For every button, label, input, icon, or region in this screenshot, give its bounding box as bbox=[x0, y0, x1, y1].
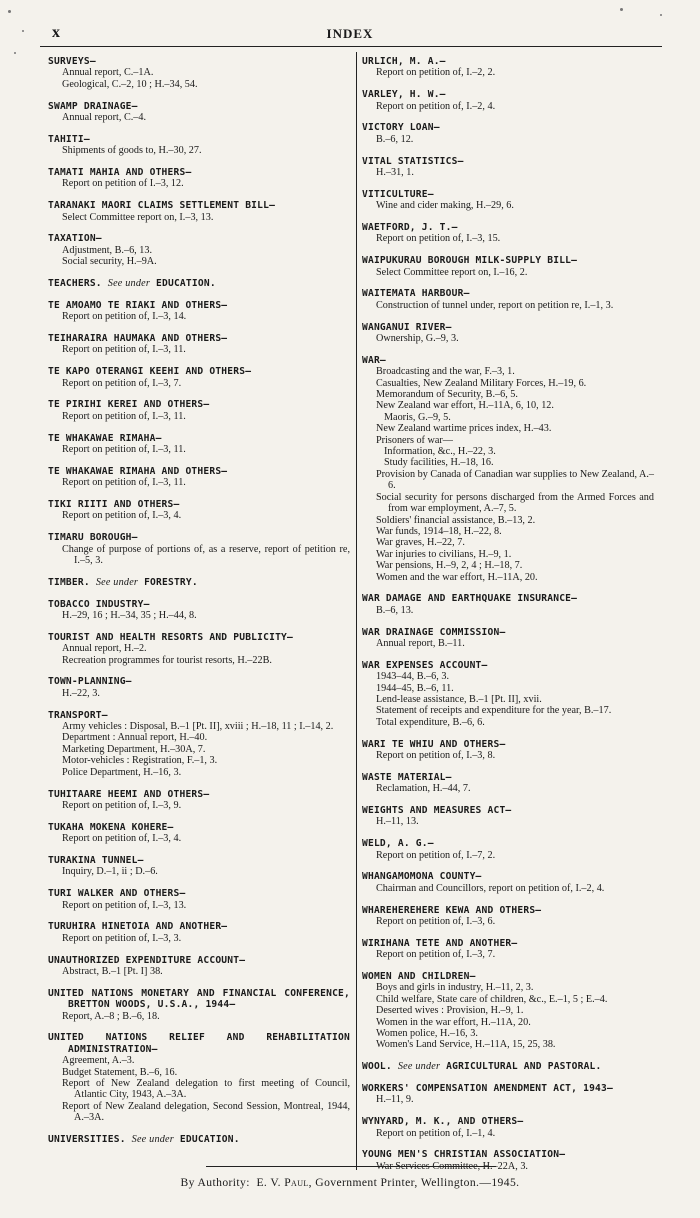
entry-heading bbox=[362, 1149, 654, 1160]
index-entry bbox=[48, 855, 350, 878]
entry-heading bbox=[362, 905, 654, 916]
index-entry bbox=[362, 156, 654, 179]
index-entry bbox=[362, 89, 654, 112]
index-entry bbox=[362, 189, 654, 212]
entry-heading bbox=[362, 871, 654, 882]
entry-reference: Report on petition of, I.–3, 6. bbox=[376, 916, 496, 927]
entry-heading bbox=[362, 322, 654, 333]
entry-heading bbox=[362, 156, 654, 167]
index-entry bbox=[362, 122, 654, 145]
entry-reference: Army vehicles : Disposal, B.–1 [Pt. II], xviii ; H.–18, 11 ; I.–14, 2. bbox=[62, 721, 334, 733]
entry-heading bbox=[48, 466, 350, 477]
entry-heading-text: TRANSPORT— bbox=[48, 709, 108, 721]
entry-heading bbox=[362, 189, 654, 200]
entry-reference: B.–6, 12. bbox=[376, 133, 414, 145]
entry-reference: Annual report, B.–11. bbox=[376, 637, 465, 649]
entry-heading bbox=[48, 399, 350, 410]
index-entry bbox=[48, 333, 350, 356]
index-entry bbox=[48, 888, 350, 911]
entry-reference: Change of purpose of portions of, as a reserve, report of petition re, I.–5, 3. bbox=[62, 543, 350, 567]
entry-heading bbox=[48, 676, 350, 687]
entry-reference: New Zealand war effort, H.–11A, 6, 10, 12. bbox=[376, 400, 554, 412]
entry-reference: Select Committee report on, I.–3, 13. bbox=[62, 211, 214, 223]
index-entry bbox=[362, 772, 654, 795]
entry-heading bbox=[48, 499, 350, 510]
entry-heading bbox=[48, 167, 350, 178]
entry-reference: Deserted wives : Provision, H.–9, 1. bbox=[376, 1005, 524, 1017]
index-entry bbox=[362, 1083, 654, 1106]
entry-reference: War graves, H.–22, 7. bbox=[376, 537, 465, 549]
index-entry bbox=[362, 871, 654, 894]
index-entry bbox=[48, 101, 350, 124]
entry-heading-text: TUKAHA MOKENA KOHERE— bbox=[48, 821, 174, 833]
entry-reference: Maoris, G.–9, 5. bbox=[384, 411, 451, 423]
index-entry bbox=[48, 1032, 350, 1123]
entry-heading bbox=[362, 288, 654, 299]
footer-prefix: By Authority: bbox=[180, 1176, 250, 1189]
entry-heading-text: TE WHAKAWAE RIMAHA AND OTHERS— bbox=[48, 465, 228, 477]
entry-heading bbox=[48, 366, 350, 377]
entry-reference: War injuries to civilians, H.–9, 1. bbox=[376, 548, 512, 560]
entry-reference: Annual report, H.–2. bbox=[62, 643, 147, 655]
entry-reference: Report on petition of, I.–3, 11. bbox=[62, 477, 186, 489]
entry-heading-text: URLICH, M. A.— bbox=[362, 56, 446, 67]
index-entry bbox=[362, 660, 654, 728]
entry-heading-text: WOMEN AND CHILDREN— bbox=[362, 971, 476, 982]
entry-reference: Report on petition of, I.–3, 8. bbox=[376, 749, 496, 761]
index-entry bbox=[362, 905, 654, 928]
index-entry bbox=[362, 805, 654, 828]
entry-reference: Boys and girls in industry, H.–11, 2, 3. bbox=[376, 982, 534, 994]
printer-name: E. V. Paul, bbox=[256, 1176, 312, 1189]
entry-heading-text: WAR DRAINAGE COMMISSION— bbox=[362, 626, 506, 638]
entry-reference: Annual report, C.–1A. bbox=[62, 67, 154, 79]
index-entry bbox=[48, 676, 350, 699]
entry-reference: War pensions, H.–9, 2, 4 ; H.–18, 7. bbox=[376, 560, 523, 572]
entry-heading-text: WIRIHANA TETE AND ANOTHER— bbox=[362, 937, 518, 949]
entry-reference: Casualties, New Zealand Military Forces, H.–19, 6. bbox=[376, 377, 587, 389]
entry-reference: Police Department, H.–16, 3. bbox=[62, 766, 182, 778]
entry-heading bbox=[362, 593, 654, 604]
index-entry bbox=[48, 200, 350, 223]
entry-heading-text: TAMATI MAHIA AND OTHERS— bbox=[48, 167, 192, 179]
imprint-footer bbox=[0, 1176, 700, 1189]
entry-heading-text: TEACHERS. bbox=[48, 278, 102, 290]
entry-reference: H.–22, 3. bbox=[62, 687, 100, 699]
paper-speck bbox=[660, 14, 662, 16]
index-entry bbox=[362, 222, 654, 245]
entry-heading-text: VITICULTURE— bbox=[362, 188, 434, 200]
entry-heading-text: WAR EXPENSES ACCOUNT— bbox=[362, 659, 488, 671]
entry-heading bbox=[362, 660, 654, 671]
entry-heading bbox=[362, 772, 654, 783]
index-entry bbox=[48, 789, 350, 812]
entry-heading-text: WEIGHTS AND MEASURES ACT— bbox=[362, 804, 512, 816]
entry-heading bbox=[48, 532, 350, 543]
entry-heading bbox=[48, 1032, 350, 1055]
entry-heading-text: WASTE MATERIAL— bbox=[362, 771, 452, 783]
entry-heading bbox=[48, 433, 350, 444]
entry-heading bbox=[48, 822, 350, 833]
entry-heading-text: WHANGAMOMONA COUNTY— bbox=[362, 871, 482, 883]
index-entry bbox=[362, 971, 654, 1051]
entry-heading bbox=[48, 56, 350, 67]
column-divider bbox=[356, 52, 357, 1170]
entry-reference: Report on petition of, I.–3, 3. bbox=[62, 932, 182, 944]
entry-heading-text: WANGANUI RIVER— bbox=[362, 321, 452, 333]
entry-reference: Abstract, B.–1 [Pt. I] 38. bbox=[62, 965, 163, 977]
entry-heading-text: TEIHARAIRA HAUMAKA AND OTHERS— bbox=[48, 333, 228, 345]
entry-heading-text: TIKI RIITI AND OTHERS— bbox=[48, 499, 180, 511]
entry-reference: H.–31, 1. bbox=[376, 167, 414, 179]
see-under-reference: See under bbox=[95, 576, 139, 588]
index-entry bbox=[362, 1149, 654, 1172]
entry-reference: 1943–44, B.–6, 3. bbox=[376, 671, 450, 683]
see-under-reference: See under bbox=[107, 278, 151, 290]
entry-heading-text: UNITED NATIONS MONETARY AND FINANCIAL CONFERENCE, BRETTON WOODS, U.S.A., 1944— bbox=[48, 987, 350, 1011]
entry-reference: Budget Statement, B.–6, 16. bbox=[62, 1066, 178, 1078]
entry-reference: Chairman and Councillors, report on petition of, I.–2, 4. bbox=[376, 882, 605, 894]
entry-reference: New Zealand wartime prices index, H.–43. bbox=[376, 423, 552, 435]
entry-reference: Report on petition of, I.–3, 14. bbox=[62, 311, 187, 323]
entry-reference: Women in the war effort, H.–11A, 20. bbox=[376, 1016, 531, 1028]
entry-heading bbox=[48, 632, 350, 643]
entry-reference: Statement of receipts and expenditure for the year, B.–17. bbox=[376, 705, 612, 717]
entry-reference: Reclamation, H.–44, 7. bbox=[376, 783, 471, 795]
entry-heading-text: WAR DAMAGE AND EARTHQUAKE INSURANCE— bbox=[362, 593, 578, 605]
entry-reference: Adjustment, B.–6, 13. bbox=[62, 244, 152, 256]
entry-heading bbox=[362, 1061, 654, 1072]
entry-heading bbox=[362, 89, 654, 100]
index-entry bbox=[48, 366, 350, 389]
entry-reference: Report on petition of, I.–3, 11. bbox=[62, 410, 186, 422]
entry-heading-text: VARLEY, H. W.— bbox=[362, 89, 446, 101]
index-entry bbox=[362, 288, 654, 311]
index-entry bbox=[48, 577, 350, 588]
entry-heading-text: TOBACCO INDUSTRY— bbox=[48, 598, 150, 610]
entry-reference: Select Committee report on, I.–16, 2. bbox=[376, 266, 528, 278]
entry-reference: Agreement, A.–3. bbox=[62, 1055, 135, 1067]
entry-heading-text: YOUNG MEN'S CHRISTIAN ASSOCIATION— bbox=[362, 1149, 566, 1161]
entry-heading-text: WAETFORD, J. T.— bbox=[362, 222, 458, 234]
entry-reference: Report on petition of, I.–2, 4. bbox=[376, 100, 496, 112]
entry-reference: H.–29, 16 ; H.–34, 35 ; H.–44, 8. bbox=[62, 610, 197, 622]
paper-speck bbox=[620, 8, 623, 11]
index-entry bbox=[362, 838, 654, 861]
index-entry bbox=[48, 599, 350, 622]
entry-reference: Lend-lease assistance, B.–1 [Pt. II], xvii. bbox=[376, 693, 542, 705]
entry-heading bbox=[48, 921, 350, 932]
entry-heading-text: TE AMOAMO TE RIAKI AND OTHERS— bbox=[48, 299, 228, 311]
entry-heading-text: TIMBER. bbox=[48, 576, 90, 588]
entry-heading-text: UNIVERSITIES. bbox=[48, 1133, 126, 1145]
entry-heading-text: TOWN-PLANNING— bbox=[48, 676, 132, 688]
index-entry bbox=[362, 627, 654, 650]
see-target: EDUCATION. bbox=[179, 1133, 240, 1145]
index-entry bbox=[48, 710, 350, 778]
entry-heading bbox=[362, 122, 654, 133]
entry-reference: Report on petition of, I.–1, 4. bbox=[376, 1127, 496, 1139]
entry-heading-text: TE WHAKAWAE RIMAHA— bbox=[48, 432, 162, 444]
entry-reference: Motor-vehicles : Registration, F.–1, 3. bbox=[62, 755, 218, 767]
entry-heading bbox=[48, 710, 350, 721]
index-entry bbox=[48, 167, 350, 190]
entry-reference: Social security, H.–9A. bbox=[62, 256, 157, 268]
entry-heading bbox=[48, 988, 350, 1011]
entry-heading-text: TARANAKI MAORI CLAIMS SETTLEMENT BILL— bbox=[48, 200, 276, 212]
entry-reference: Women's Land Service, H.–11A, 15, 25, 38. bbox=[376, 1039, 556, 1051]
entry-reference: Wine and cider making, H.–29, 6. bbox=[376, 200, 514, 212]
entry-reference: War funds, 1914–18, H.–22, 8. bbox=[376, 525, 502, 537]
entry-reference: Report on petition of I.–3, 12. bbox=[62, 178, 184, 190]
entry-reference: Department : Annual report, H.–40. bbox=[62, 732, 208, 744]
footer-rule bbox=[206, 1166, 496, 1167]
index-entry bbox=[48, 532, 350, 566]
see-under-reference: See under bbox=[397, 1061, 441, 1073]
index-entry bbox=[48, 955, 350, 978]
entry-heading bbox=[362, 56, 654, 67]
entry-heading-text: SURVEYS— bbox=[48, 56, 96, 67]
entry-reference: Women police, H.–16, 3. bbox=[376, 1028, 478, 1040]
entry-reference: Shipments of goods to, H.–30, 27. bbox=[62, 145, 202, 157]
entry-reference: Report on petition of, I.–3, 4. bbox=[62, 510, 182, 522]
index-entry bbox=[362, 593, 654, 616]
entry-heading bbox=[362, 838, 654, 849]
index-entry bbox=[48, 300, 350, 323]
entry-reference: Report on petition of, I.–3, 13. bbox=[62, 899, 187, 911]
entry-reference: Prisoners of war— bbox=[376, 434, 453, 446]
entry-reference: Information, &c., H.–22, 3. bbox=[384, 446, 496, 458]
entry-heading-text: TURI WALKER AND OTHERS— bbox=[48, 888, 186, 900]
index-entry bbox=[48, 988, 350, 1022]
entry-heading bbox=[362, 627, 654, 638]
paper-speck bbox=[22, 30, 24, 32]
entry-heading bbox=[48, 1134, 350, 1145]
index-entry bbox=[48, 134, 350, 157]
entry-heading-text: UNITED NATIONS RELIEF AND REHABILITATION ADMINISTRATION— bbox=[48, 1032, 350, 1055]
entry-reference: Provision by Canada of Canadian war supplies to New Zealand, A.–6. bbox=[376, 468, 654, 492]
entry-reference: H.–11, 13. bbox=[376, 816, 419, 828]
entry-heading-text: TIMARU BOROUGH— bbox=[48, 532, 138, 544]
entry-reference: Report on petition of, I.–3, 7. bbox=[62, 377, 182, 389]
entry-heading-text: WAITEMATA HARBOUR— bbox=[362, 288, 470, 300]
entry-reference: Total expenditure, B.–6, 6. bbox=[376, 716, 485, 728]
index-entry bbox=[48, 822, 350, 845]
entry-reference: Report on petition of, I.–3, 11. bbox=[62, 344, 186, 356]
index-entry bbox=[48, 921, 350, 944]
entry-heading bbox=[48, 855, 350, 866]
entry-reference: War Services Committee, H.–22A, 3. bbox=[376, 1160, 528, 1172]
entry-heading-text: TE KAPO OTERANGI KEEHI AND OTHERS— bbox=[48, 366, 252, 378]
index-entry bbox=[48, 632, 350, 666]
entry-heading bbox=[362, 255, 654, 266]
entry-heading bbox=[362, 1116, 654, 1127]
entry-reference: Construction of tunnel under, report on petition re, I.–1, 3. bbox=[376, 299, 614, 311]
entry-reference: Report on petition of, I.–3, 15. bbox=[376, 233, 501, 245]
entry-reference: Child welfare, State care of children, &c., E.–1, 5 ; E.–4. bbox=[376, 993, 608, 1005]
index-entry bbox=[362, 56, 654, 79]
see-target: EDUCATION. bbox=[156, 278, 216, 290]
entry-reference: Women and the war effort, H.–11A, 20. bbox=[376, 571, 538, 583]
entry-heading-text: TAHITI— bbox=[48, 133, 90, 145]
entry-reference: Marketing Department, H.–30A, 7. bbox=[62, 743, 206, 755]
header-rule bbox=[40, 46, 662, 47]
entry-heading-text: WHAREHEREHERE KEWA AND OTHERS— bbox=[362, 904, 542, 916]
entry-heading-text: TE PIRIHI KEREI AND OTHERS— bbox=[48, 399, 210, 411]
entry-heading bbox=[48, 888, 350, 899]
entry-heading-text: TURUHIRA HINETOIA AND ANOTHER— bbox=[48, 921, 228, 933]
page-title: INDEX bbox=[326, 26, 374, 41]
entry-heading bbox=[48, 134, 350, 145]
entry-reference: Geological, C.–2, 10 ; H.–34, 54. bbox=[62, 78, 198, 90]
entry-reference: Inquiry, D.–1, ii ; D.–6. bbox=[62, 866, 158, 878]
see-under-reference: See under bbox=[131, 1133, 174, 1145]
entry-reference: H.–11, 9. bbox=[376, 1094, 414, 1106]
entry-heading-text: WELD, A. G.— bbox=[362, 838, 434, 850]
entry-reference: 1944–45, B.–6, 11. bbox=[376, 682, 454, 694]
index-column-right bbox=[362, 56, 654, 1183]
entry-reference: Soldiers' financial assistance, B.–13, 2. bbox=[376, 514, 536, 526]
entry-reference: Report on petition of, I.–7, 2. bbox=[376, 849, 496, 861]
index-entry bbox=[48, 433, 350, 456]
entry-heading bbox=[362, 222, 654, 233]
entry-reference: Annual report, C.–4. bbox=[62, 112, 147, 124]
index-entry bbox=[48, 399, 350, 422]
entry-heading-text: TURAKINA TUNNEL— bbox=[48, 854, 144, 866]
see-target: AGRICULTURAL AND PASTORAL. bbox=[446, 1061, 602, 1073]
footer-suffix: Government Printer, Wellington.—1945. bbox=[315, 1176, 520, 1189]
entry-heading-text: VITAL STATISTICS— bbox=[362, 155, 464, 167]
index-entry bbox=[48, 499, 350, 522]
entry-heading-text: WAIPUKURAU BOROUGH MILK-SUPPLY BILL— bbox=[362, 255, 578, 267]
entry-heading bbox=[362, 1083, 654, 1094]
entry-heading bbox=[48, 577, 350, 588]
entry-reference: Recreation programmes for tourist resorts, H.–22B. bbox=[62, 654, 272, 666]
entry-reference: Report of New Zealand delegation, Second Session, Montreal, 1944, A.–3A. bbox=[62, 1100, 350, 1124]
entry-heading-text: VICTORY LOAN— bbox=[362, 122, 440, 134]
entry-heading-text: WORKERS' COMPENSATION AMENDMENT ACT, 1943— bbox=[362, 1083, 613, 1095]
entry-reference: Study facilities, H.–18, 16. bbox=[384, 457, 494, 469]
entry-heading-text: TOURIST AND HEALTH RESORTS AND PUBLICITY— bbox=[48, 631, 294, 643]
entry-heading bbox=[362, 739, 654, 750]
entry-heading-text: WAR— bbox=[362, 354, 386, 366]
entry-reference: Report on petition of, I.–3, 9. bbox=[62, 799, 182, 811]
index-entry bbox=[362, 322, 654, 345]
entry-heading bbox=[48, 278, 350, 289]
entry-heading bbox=[362, 938, 654, 949]
entry-heading-text: TUHITAARE HEEMI AND OTHERS— bbox=[48, 788, 210, 800]
entry-heading-text: SWAMP DRAINAGE— bbox=[48, 100, 138, 112]
entry-heading bbox=[48, 333, 350, 344]
entry-heading bbox=[362, 971, 654, 982]
see-target: FORESTRY. bbox=[144, 576, 198, 588]
entry-reference: Report on petition of, I.–2, 2. bbox=[376, 67, 496, 79]
paper-speck bbox=[14, 52, 16, 54]
index-entry bbox=[362, 355, 654, 583]
paper-speck bbox=[8, 10, 11, 13]
entry-reference: Social security for persons discharged from the Armed Forces and from war employment, A.–7, 5. bbox=[376, 491, 654, 515]
index-column-left bbox=[48, 56, 350, 1156]
entry-heading bbox=[362, 355, 654, 366]
entry-heading-text: WARI TE WHIU AND OTHERS— bbox=[362, 738, 506, 750]
entry-heading bbox=[362, 805, 654, 816]
entry-heading bbox=[48, 599, 350, 610]
entry-reference: Report on petition of, I.–3, 11. bbox=[62, 444, 186, 456]
index-entry bbox=[48, 56, 350, 90]
entry-heading bbox=[48, 101, 350, 112]
entry-heading bbox=[48, 233, 350, 244]
entry-heading bbox=[48, 300, 350, 311]
entry-heading bbox=[48, 789, 350, 800]
index-entry bbox=[362, 1116, 654, 1139]
entry-heading-text: WYNYARD, M. K., AND OTHERS— bbox=[362, 1116, 524, 1128]
entry-heading-text: TAXATION— bbox=[48, 233, 102, 245]
index-entry bbox=[362, 255, 654, 278]
index-entry bbox=[362, 1061, 654, 1072]
entry-heading bbox=[48, 955, 350, 966]
entry-reference: Report on petition of, I.–3, 4. bbox=[62, 833, 182, 845]
index-entry bbox=[362, 938, 654, 961]
entry-reference: Ownership, G.–9, 3. bbox=[376, 333, 459, 345]
index-entry bbox=[48, 466, 350, 489]
index-entry bbox=[48, 233, 350, 267]
index-entry bbox=[362, 739, 654, 762]
index-entry bbox=[48, 1134, 350, 1145]
index-entry bbox=[48, 278, 350, 289]
entry-reference: Memorandum of Security, B.–6, 5. bbox=[376, 389, 518, 401]
entry-heading-text: WOOL. bbox=[362, 1061, 392, 1073]
entry-heading bbox=[48, 200, 350, 211]
entry-reference: Broadcasting and the war, F.–3, 1. bbox=[376, 366, 515, 378]
page-header bbox=[40, 24, 660, 44]
page-number: x bbox=[52, 24, 60, 41]
entry-reference: B.–6, 13. bbox=[376, 604, 414, 616]
entry-heading-text: UNAUTHORIZED EXPENDITURE ACCOUNT— bbox=[48, 954, 246, 966]
entry-reference: Report on petition of, I.–3, 7. bbox=[376, 949, 496, 961]
entry-reference: Report of New Zealand delegation to first meeting of Council, Atlantic City, 1943, A.–3A. bbox=[62, 1077, 350, 1101]
entry-reference: Report, A.–8 ; B.–6, 18. bbox=[62, 1010, 160, 1022]
